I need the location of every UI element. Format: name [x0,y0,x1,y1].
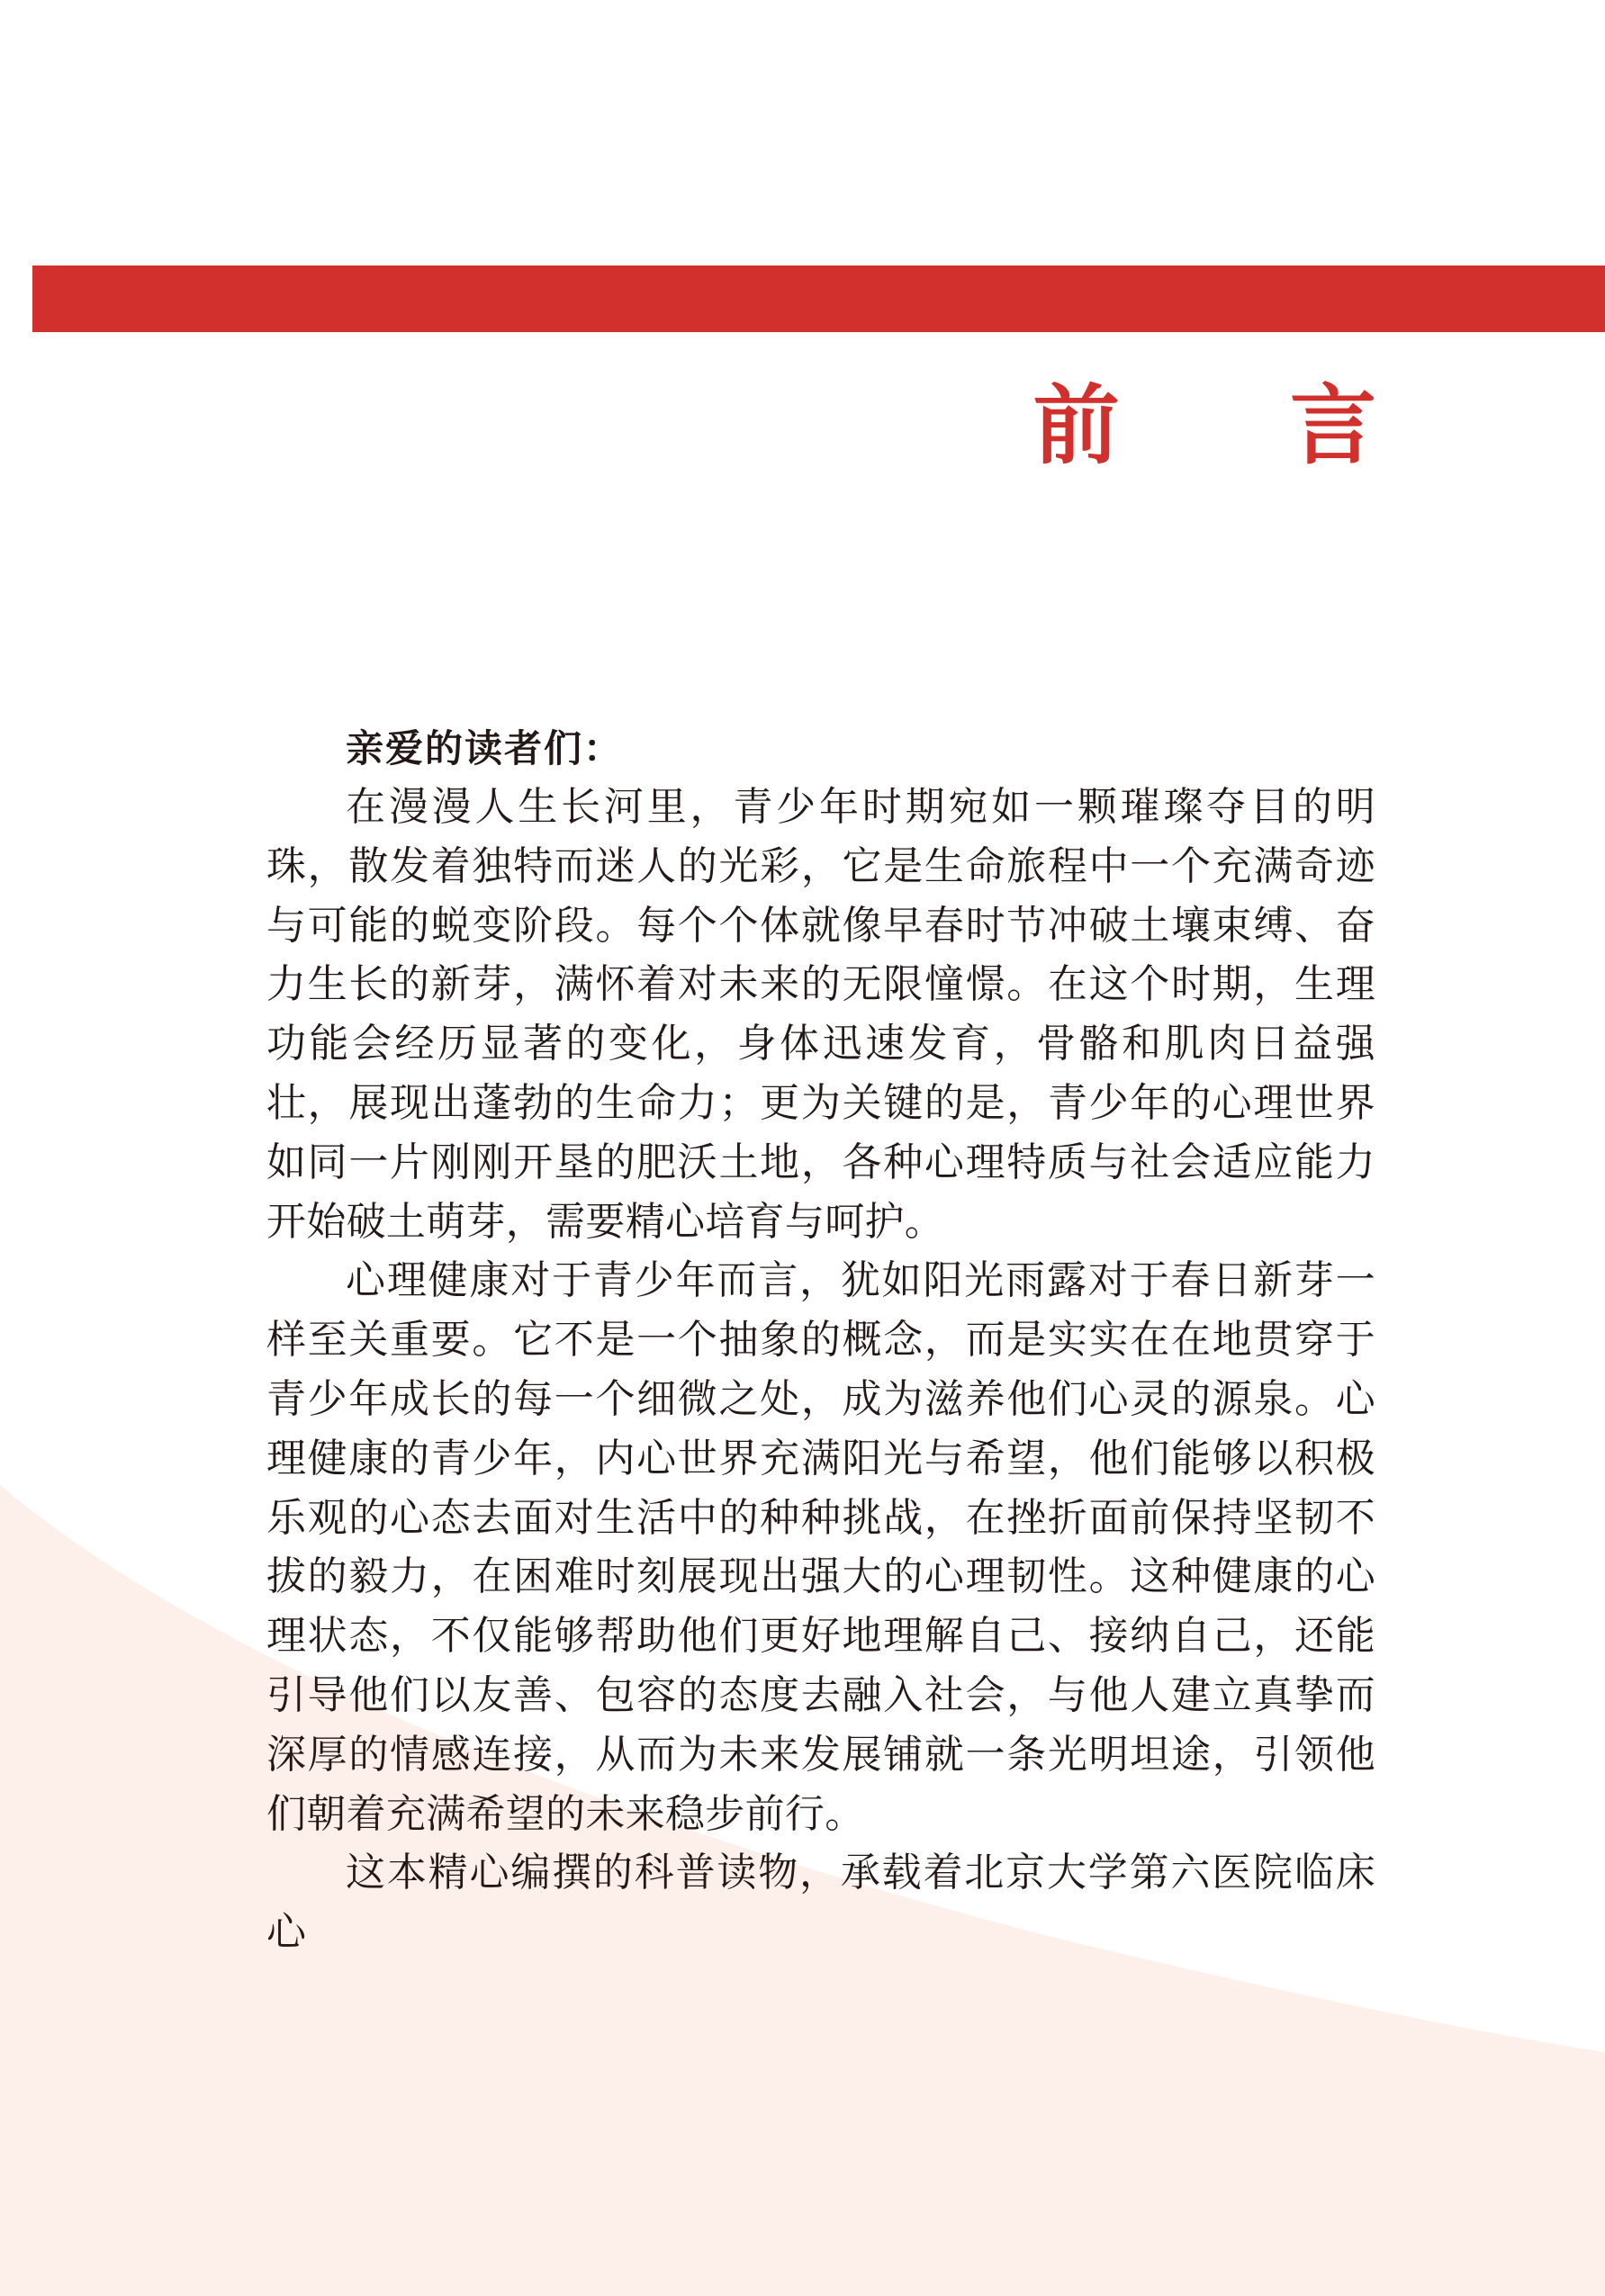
top-accent-band [32,266,1605,332]
salutation: 亲爱的读者们： [346,726,624,770]
page-title: 前 言 [1032,374,1447,476]
paragraph-1: 在漫漫人生长河里，青少年时期宛如一颗璀璨夺目的明珠，散发着独特而迷人的光彩，它是生命旅程中一个充满奇迹与可能的蜕变阶段。每个个体就像早春时节冲破土壤束缚、奋力生长的新芽，满怀着对未来的无限憧憬。在这个时期，生理功能会经历显著的变化，身体迅速发育，骨骼和肌肉日益强壮，展现出蓬勃的生命力；更为关键的是，青少年的心理世界如同一片刚刚开垦的肥沃土地，各种心理特质与社会适应能力开始破土萌芽，需要精心培育与呵护。 [266,784,1375,1245]
paragraph-3: 这本精心编撰的科普读物，承载着北京大学第六医院临床心 [266,1850,1375,1956]
letter-body [266,720,1375,1962]
paragraph-2: 心理健康对于青少年而言，犹如阳光雨露对于春日新芽一样至关重要。它不是一个抽象的概念，而是实实在在地贯穿于青少年成长的每一个细微之处，成为滋养他们心灵的源泉。心理健康的青少年，内心世界充满阳光与希望，他们能够以积极乐观的心态去面对生活中的种种挑战，在挫折面前保持坚韧不拔的毅力，在困难时刻展现出强大的心理韧性。这种健康的心理状态，不仅能够帮助他们更好地理解自己、接纳自己，还能引导他们以友善、包容的态度去融入社会，与他人建立真挚而深厚的情感连接，从而为未来发展铺就一条光明坦途，引领他们朝着充满希望的未来稳步前行。 [266,1257,1375,1837]
